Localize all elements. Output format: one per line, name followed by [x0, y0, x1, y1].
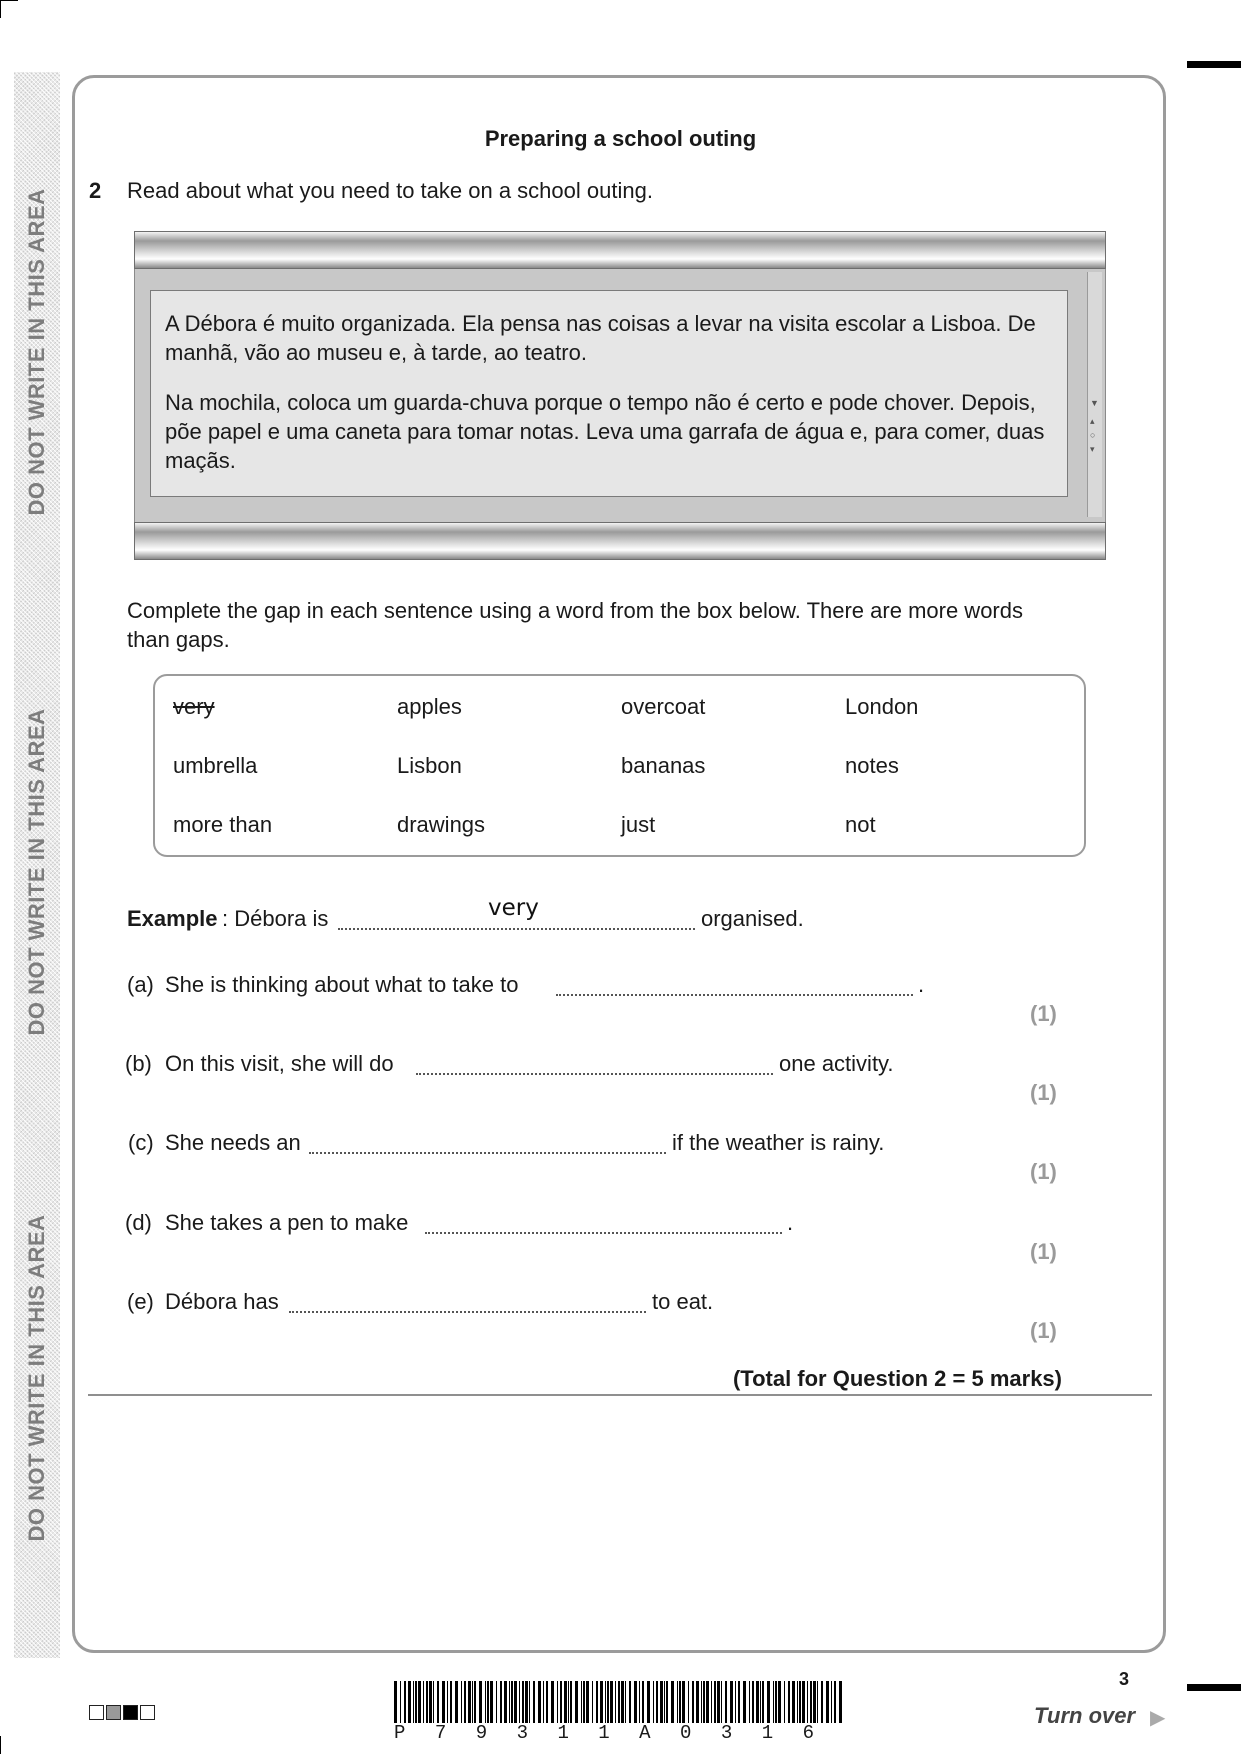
item-text: Débora has	[165, 1289, 279, 1314]
passage-scroll	[134, 269, 1106, 522]
item-letter: (d)	[125, 1210, 152, 1235]
barcode-bar	[464, 1681, 466, 1723]
barcode-bar	[479, 1681, 482, 1723]
barcode-bar	[696, 1681, 699, 1723]
barcode-bar	[656, 1681, 658, 1723]
barcode-bar	[639, 1681, 640, 1723]
barcode-bar	[775, 1681, 777, 1723]
barcode-bar	[472, 1681, 473, 1723]
barcode-bar	[679, 1681, 681, 1723]
barcode-bar	[831, 1681, 832, 1723]
barcode-bar	[560, 1681, 562, 1723]
barcode-digit: P	[394, 1722, 406, 1744]
item-text: She takes a pen to make	[165, 1210, 409, 1235]
barcode-bar	[692, 1681, 694, 1723]
item-text: She needs an	[165, 1130, 301, 1155]
circle-icon: ○	[1090, 430, 1096, 440]
barcode-bar	[429, 1681, 432, 1723]
edge-bar	[1187, 1684, 1241, 1691]
barcode-bar	[762, 1681, 764, 1723]
barcode-bar	[778, 1681, 781, 1723]
crop-mark	[0, 0, 1, 18]
barcode-bar	[807, 1681, 808, 1723]
scroll-bottom-bar	[134, 522, 1106, 560]
barcode-bar	[423, 1681, 424, 1723]
barcode-bar	[557, 1681, 558, 1723]
barcode-digit: 1	[598, 1722, 610, 1744]
barcode-bar	[752, 1681, 754, 1723]
barcode-bar	[468, 1681, 471, 1723]
barcode-bar	[581, 1681, 582, 1723]
barcode-bar	[485, 1681, 486, 1723]
page-heading: Preparing a school outing	[484, 126, 757, 151]
barcode-bar	[621, 1681, 624, 1723]
passage-scrollbar	[1087, 272, 1102, 517]
barcode-bar	[629, 1681, 631, 1723]
barcode-bar	[511, 1681, 513, 1723]
barcode-bar	[610, 1681, 613, 1723]
barcode-bar	[575, 1681, 578, 1723]
barcode-bar	[817, 1681, 818, 1723]
word-box	[153, 674, 1086, 857]
barcode-bar	[496, 1681, 497, 1723]
barcode-bar	[568, 1681, 569, 1723]
barcode-bar	[605, 1681, 606, 1723]
divider	[88, 1394, 1152, 1396]
page-number: 3	[1119, 1669, 1130, 1689]
barcode-bar	[525, 1681, 528, 1723]
answer-line-b[interactable]	[416, 1073, 773, 1075]
barcode-bar	[642, 1681, 644, 1723]
barcode-bar	[760, 1681, 761, 1723]
barcode-bar	[564, 1681, 567, 1723]
barcode-digit: 3	[516, 1722, 528, 1744]
barcode-bar	[714, 1681, 716, 1723]
barcode-bar	[711, 1681, 712, 1723]
crop-mark	[0, 0, 18, 1]
barcode-digit: 6	[802, 1722, 814, 1744]
question-number: 2	[89, 178, 102, 203]
word-box-item: umbrella	[173, 753, 258, 778]
barcode-bar	[437, 1681, 439, 1723]
barcode-bar	[730, 1681, 733, 1723]
word-box-item: Lisbon	[397, 753, 462, 778]
square-icon	[89, 1705, 104, 1720]
barcode-bar	[615, 1681, 616, 1723]
item-text-after: one activity.	[779, 1051, 894, 1076]
item-letter: (c)	[128, 1130, 154, 1155]
barcode-bar	[400, 1681, 401, 1723]
barcode-bar	[426, 1681, 428, 1723]
barcode-bar	[533, 1681, 535, 1723]
barcode-digit: 1	[557, 1722, 569, 1744]
barcode-bar	[522, 1681, 524, 1723]
barcode-bar	[784, 1681, 785, 1723]
barcode-bar	[671, 1681, 674, 1723]
barcode-bar	[607, 1681, 609, 1723]
barcode-bar	[447, 1681, 448, 1723]
barcode-digit: 9	[475, 1722, 488, 1744]
barcode-digit: A	[639, 1722, 651, 1744]
word-box-item: not	[845, 812, 876, 837]
barcode-bar	[826, 1681, 829, 1723]
barcode-bar	[703, 1681, 705, 1723]
answer-line-c[interactable]	[309, 1152, 666, 1154]
item-text: On this visit, she will do	[165, 1051, 394, 1076]
barcode-bar	[570, 1681, 572, 1723]
edge-bar	[1187, 61, 1241, 68]
passage-paragraph-2: Na mochila, coloca um guarda-chuva porque o tempo não é certo e pode chover. Depois, põe papel e uma caneta para tomar notas. Leva uma garrafa de água e, para comer, duas maçãs.	[165, 390, 1045, 473]
page-squares	[89, 1705, 157, 1720]
item-letter: (a)	[127, 972, 154, 997]
barcode	[394, 1681, 844, 1723]
barcode-bar	[797, 1681, 798, 1723]
barcode-bar	[821, 1681, 823, 1723]
instruction-text: Complete the gap in each sentence using a word from the box below. There are more words than gaps.	[127, 598, 1023, 652]
barcode-bar	[653, 1681, 654, 1723]
barcode-bar	[543, 1681, 544, 1723]
barcode-bar	[721, 1681, 722, 1723]
mark-allocation: (1)	[1030, 1318, 1057, 1343]
crop-mark	[0, 1736, 1, 1754]
barcode-bar	[455, 1681, 458, 1723]
barcode-bar	[725, 1681, 727, 1723]
barcode-bar	[788, 1681, 790, 1723]
barcode-bar	[810, 1681, 812, 1723]
answer-line-d[interactable]	[425, 1232, 782, 1234]
mark-allocation: (1)	[1030, 1080, 1057, 1105]
barcode-bar	[701, 1681, 702, 1723]
barcode-bar	[600, 1681, 603, 1723]
barcode-bar	[792, 1681, 795, 1723]
item-letter: (b)	[125, 1051, 152, 1076]
square-icon	[106, 1705, 121, 1720]
question-intro: Read about what you need to take on a school outing.	[127, 178, 653, 203]
item-text-after: to eat.	[652, 1289, 714, 1314]
total-marks: (Total for Question 2 = 5 marks)	[732, 1366, 1062, 1391]
item-letter: (e)	[127, 1289, 154, 1314]
barcode-bar	[618, 1681, 620, 1723]
mark-allocation: (1)	[1030, 1159, 1057, 1184]
barcode-bar	[738, 1681, 740, 1723]
arrow-up-icon: ▴	[1090, 416, 1095, 426]
barcode-bar	[834, 1681, 836, 1723]
item-text: She is thinking about what to take to	[165, 972, 519, 997]
barcode-bar	[394, 1681, 397, 1723]
square-icon	[140, 1705, 155, 1720]
example-answer-line	[338, 928, 695, 930]
passage-text	[150, 290, 1068, 497]
barcode-bar	[625, 1681, 626, 1723]
word-box-item: drawings	[397, 812, 486, 837]
arrow-down-icon: ▾	[1090, 444, 1095, 454]
word-box-item: very	[173, 694, 215, 719]
word-box-item: notes	[845, 753, 899, 778]
barcode-bar	[514, 1681, 517, 1723]
barcode-bar	[551, 1681, 554, 1723]
turn-over-text: Turn over	[1034, 1703, 1136, 1728]
item-text-after: .	[918, 972, 925, 997]
barcode-bar	[519, 1681, 520, 1723]
chevron-down-icon: ▼	[1090, 398, 1099, 408]
scroll-top-bar	[134, 231, 1106, 269]
barcode-bar	[749, 1681, 750, 1723]
word-box-item: bananas	[621, 753, 706, 778]
example-before: : Débora is	[222, 906, 329, 931]
word-box-item: London	[845, 694, 919, 719]
barcode-bar	[647, 1681, 650, 1723]
barcode-bar	[586, 1681, 589, 1723]
barcode-number	[394, 1722, 814, 1744]
barcode-bar	[500, 1681, 502, 1723]
barcode-bar	[592, 1681, 593, 1723]
barcode-bar	[504, 1681, 507, 1723]
barcode-bar	[509, 1681, 510, 1723]
barcode-bar	[461, 1681, 462, 1723]
barcode-bar	[688, 1681, 689, 1723]
barcode-bar	[546, 1681, 548, 1723]
barcode-bar	[799, 1681, 801, 1723]
barcode-bar	[487, 1681, 489, 1723]
barcode-bar	[802, 1681, 805, 1723]
word-box-item: more than	[173, 812, 273, 837]
word-box-item: overcoat	[621, 694, 706, 719]
barcode-digit: 3	[720, 1722, 733, 1744]
mark-allocation: (1)	[1030, 1239, 1057, 1264]
barcode-bar	[596, 1681, 598, 1723]
barcode-digit: 7	[434, 1722, 447, 1744]
word-box-item: apples	[397, 694, 462, 719]
answer-line-e[interactable]	[289, 1311, 646, 1313]
item-text-after: if the weather is rainy.	[672, 1130, 885, 1155]
barcode-bar	[442, 1681, 445, 1723]
barcode-bar	[717, 1681, 720, 1723]
barcode-bar	[408, 1681, 411, 1723]
barcode-bar	[756, 1681, 759, 1723]
barcode-bar	[474, 1681, 476, 1723]
barcode-bar	[706, 1681, 709, 1723]
barcode-bar	[415, 1681, 417, 1723]
barcode-bar	[404, 1681, 406, 1723]
barcode-bar	[418, 1681, 421, 1723]
mark-allocation: (1)	[1030, 1001, 1057, 1026]
barcode-bar	[666, 1681, 668, 1723]
barcode-bar	[450, 1681, 452, 1723]
barcode-bar	[813, 1681, 816, 1723]
barcode-bar	[660, 1681, 663, 1723]
example-answer: very	[488, 895, 539, 921]
barcode-bar	[490, 1681, 493, 1723]
example-after: organised.	[701, 906, 804, 931]
barcode-bar	[839, 1681, 842, 1723]
barcode-bar	[767, 1681, 770, 1723]
item-text-after: .	[787, 1210, 794, 1235]
barcode-bar	[664, 1681, 665, 1723]
example-label: Example	[127, 906, 218, 931]
barcode-bar	[433, 1681, 434, 1723]
barcode-bar	[677, 1681, 678, 1723]
barcode-bar	[743, 1681, 746, 1723]
word-box-item: just	[621, 812, 656, 837]
barcode-bar	[529, 1681, 530, 1723]
barcode-bar	[583, 1681, 585, 1723]
barcode-digit: 0	[680, 1722, 692, 1744]
arrow-right-icon: ▶	[1150, 1707, 1166, 1729]
barcode-bar	[682, 1681, 685, 1723]
barcode-bar	[773, 1681, 774, 1723]
barcode-bar	[634, 1681, 637, 1723]
passage-paragraph-1: A Débora é muito organizada. Ela pensa nas coisas a levar na visita escolar a Lisboa. De manhã, vão ao museu e, à tarde, ao teatro.	[165, 311, 1036, 365]
barcode-bar	[413, 1681, 414, 1723]
square-icon	[123, 1705, 138, 1720]
barcode-digit: 1	[761, 1722, 774, 1744]
barcode-bar	[538, 1681, 541, 1723]
barcode-bar	[735, 1681, 736, 1723]
answer-line-a[interactable]	[556, 994, 913, 996]
